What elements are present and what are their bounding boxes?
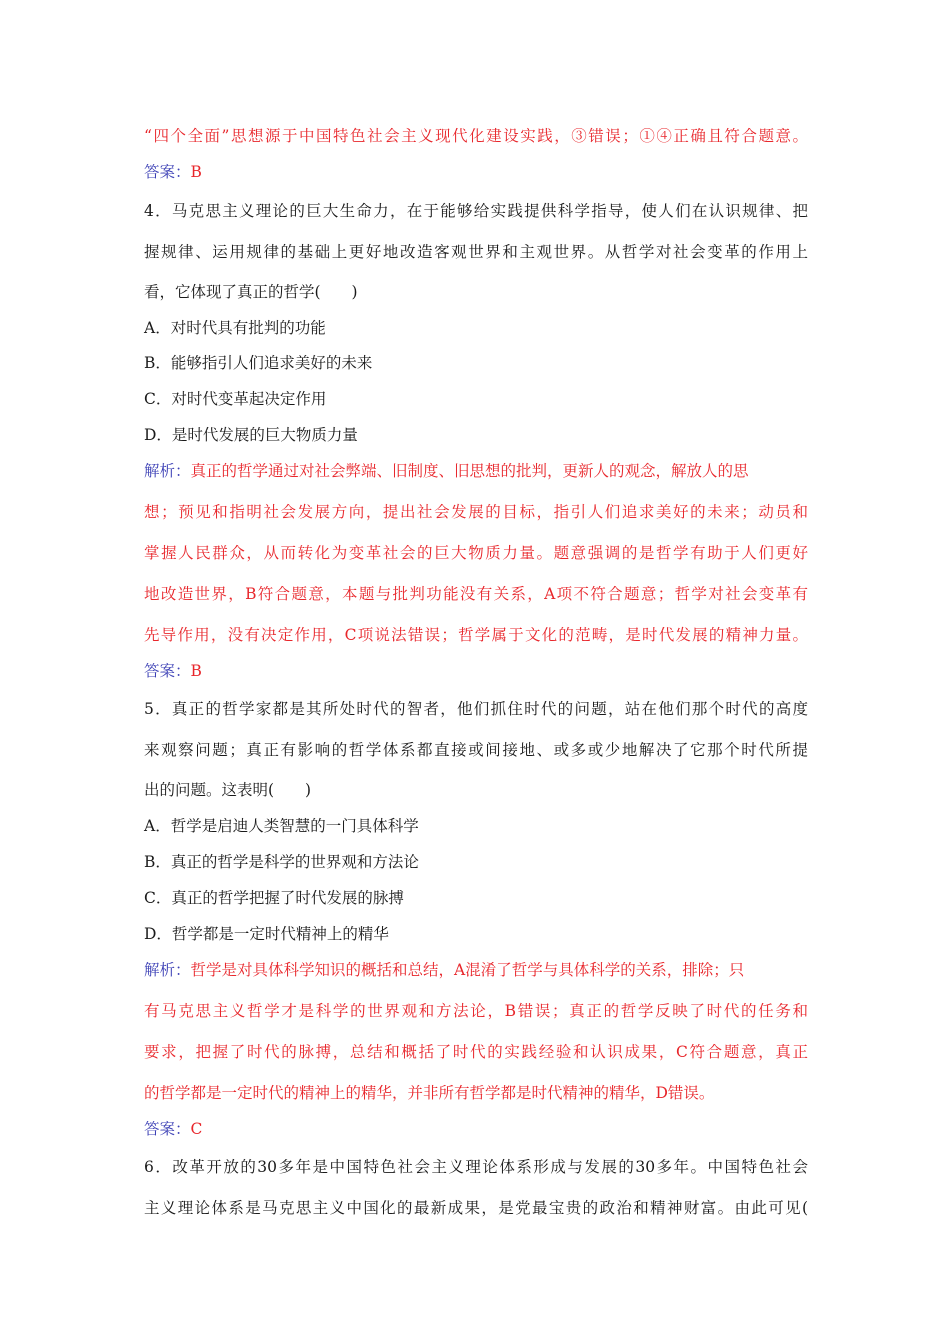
option-c: C．对时代变革起决定作用 <box>144 390 327 408</box>
answer-label: 答案： <box>144 1120 191 1138</box>
question-6-line-2: 主义理论体系是马克思主义中国化的最新成果，是党最宝贵的政治和精神财富。由此可见( <box>144 1199 808 1217</box>
answer-line <box>144 661 808 681</box>
explanation-5-line-2: 有马克思主义哲学才是科学的世界观和方法论，B错误；真正的哲学反映了时代的任务和 <box>144 1002 808 1020</box>
option-d: D．是时代发展的巨大物质力量 <box>144 426 358 444</box>
option-a: A．对时代具有批判的功能 <box>144 319 326 337</box>
explanation-label: 解析： <box>144 462 191 480</box>
explanation-4-line-3: 掌握人民群众，从而转化为变革社会的巨大物质力量。题意强调的是哲学有助于人们更好 <box>144 544 808 562</box>
explanation-5-line-4: 的哲学都是一定时代的精神上的精华，并非所有哲学都是时代精神的精华，D错误。 <box>144 1084 715 1102</box>
explanation-label: 解析： <box>144 961 191 979</box>
question-5-line-3: 出的问题。这表明( ) <box>144 781 312 799</box>
question-6-line-1: 6．改革开放的30多年是中国特色社会主义理论体系形成与发展的30多年。中国特色社会 <box>144 1158 808 1176</box>
answer-value: C <box>190 1120 203 1138</box>
option-b: B．能够指引人们追求美好的未来 <box>144 354 373 372</box>
answer-line <box>144 1119 808 1139</box>
explanation-4-line-1 <box>144 461 808 481</box>
option-b: B．真正的哲学是科学的世界观和方法论 <box>144 853 419 871</box>
option-d: D．哲学都是一定时代精神上的精华 <box>144 925 389 943</box>
question-4-line-2: 握规律、运用规律的基础上更好地改造客观世界和主观世界。从哲学对社会变革的作用上 <box>144 243 808 261</box>
answer-label: 答案： <box>144 163 191 181</box>
answer-value: B <box>190 662 202 680</box>
answer-value: B <box>190 163 202 181</box>
option-a: A．哲学是启迪人类智慧的一门具体科学 <box>144 817 419 835</box>
explanation-line: “四个全面”思想源于中国特色社会主义现代化建设实践，③错误；①④正确且符合题意。 <box>144 127 808 145</box>
explanation-4-line-2: 想；预见和指明社会发展方向，提出社会发展的目标，指引人们追求美好的未来；动员和 <box>144 503 808 521</box>
answer-label: 答案： <box>144 662 191 680</box>
question-5-line-1: 5．真正的哲学家都是其所处时代的智者，他们抓住时代的问题，站在他们那个时代的高度 <box>144 700 808 718</box>
option-c: C．真正的哲学把握了时代发展的脉搏 <box>144 889 404 907</box>
answer-line <box>144 162 808 182</box>
explanation-4-line-4: 地改造世界，B符合题意，本题与批判功能没有关系，A项不符合题意；哲学对社会变革有 <box>144 585 808 603</box>
explanation-text: 真正的哲学通过对社会弊端、旧制度、旧思想的批判，更新人的观念，解放人的思 <box>190 462 749 480</box>
explanation-5-line-3: 要求，把握了时代的脉搏，总结和概括了时代的实践经验和认识成果，C符合题意，真正 <box>144 1043 808 1061</box>
explanation-4-line-5: 先导作用，没有决定作用，C项说法错误；哲学属于文化的范畴，是时代发展的精神力量。 <box>144 626 808 644</box>
question-4-line-1: 4．马克思主义理论的巨大生命力，在于能够给实践提供科学指导，使人们在认识规律、把 <box>144 202 808 220</box>
explanation-5-line-1 <box>144 960 808 980</box>
explanation-text: 哲学是对具体科学知识的概括和总结，A混淆了哲学与具体科学的关系，排除；只 <box>190 961 745 979</box>
question-4-line-3: 看，它体现了真正的哲学( ) <box>144 283 358 301</box>
question-5-line-2: 来观察问题；真正有影响的哲学体系都直接或间接地、或多或少地解决了它那个时代所提 <box>144 741 808 759</box>
